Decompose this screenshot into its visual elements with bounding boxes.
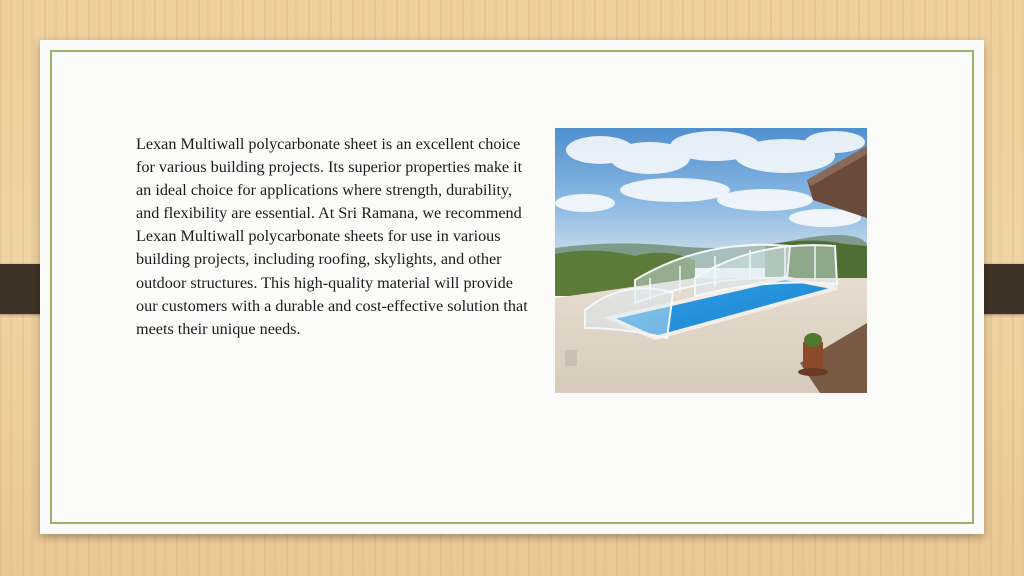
pool-enclosure-photo — [555, 128, 867, 393]
slide-body-text: Lexan Multiwall polycarbonate sheet is an excellent choice for various building projects. Its superior properties make it an ideal choice for applications where strength, durability, and flexibility are essential. At Sri Ramana, we recommend Lexan Multiwall polycarbonate sheets for use in various building projects, including roofing, skylights, and other outdoor structures. This high-quality material will provide our customers with a durable and cost-effective solution that meets their unique needs. — [136, 135, 528, 338]
slide-card — [40, 40, 984, 534]
